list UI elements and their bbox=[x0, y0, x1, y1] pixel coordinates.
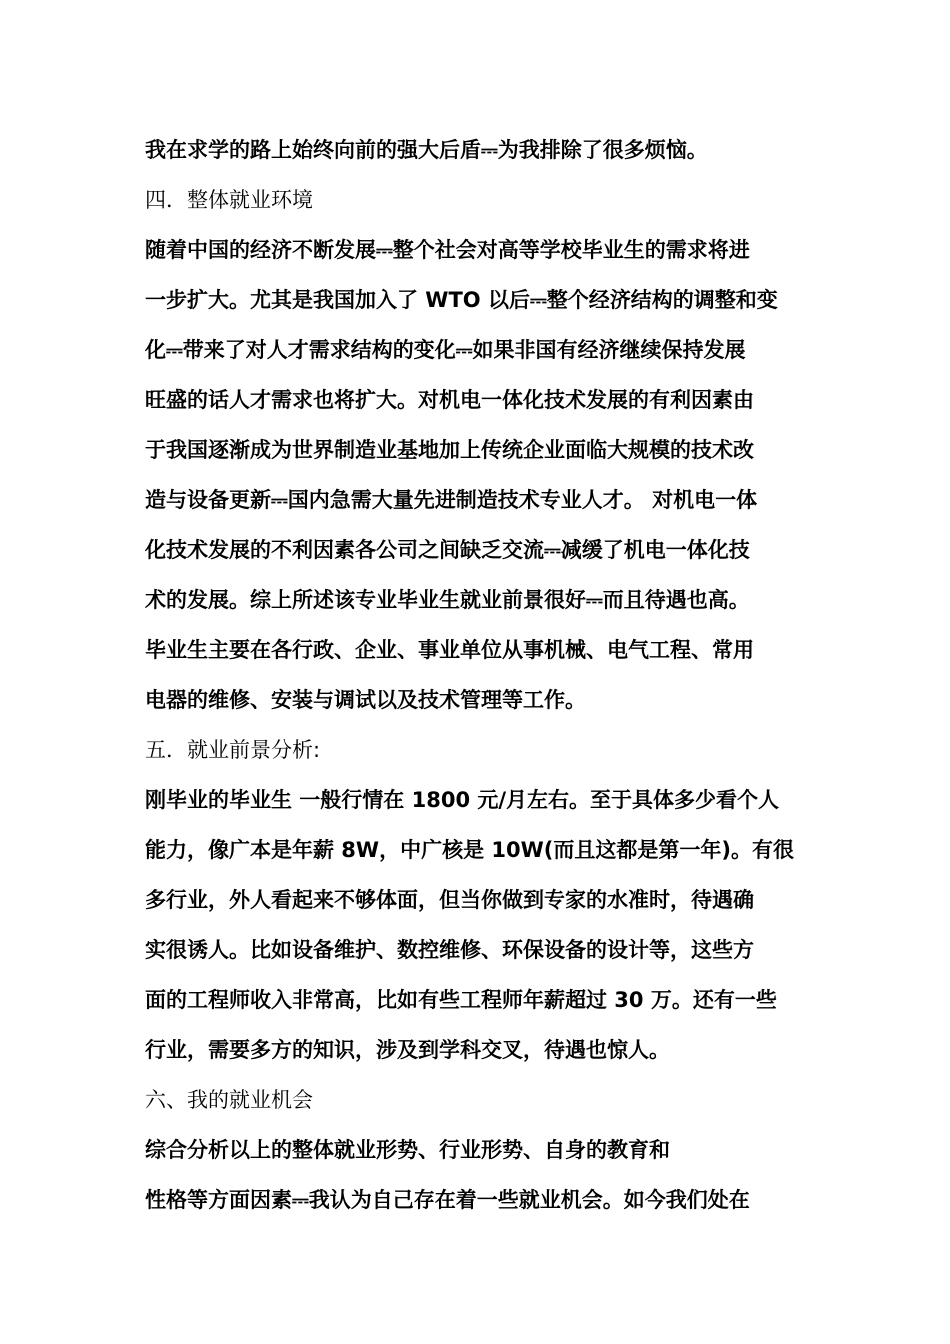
section-heading-6: 六、我的就业机会 bbox=[145, 1088, 313, 1112]
text-line: 综合分析以上的整体就业形势、行业形势、自身的教育和 bbox=[145, 1138, 670, 1162]
text-line: 化⎓带来了对人才需求结构的变化⎓如果非国有经济继续保持发展 bbox=[145, 338, 746, 362]
text-line: 一步扩大。尤其是我国加入了 WTO 以后⎓整个经济结构的调整和变 bbox=[145, 288, 778, 312]
text-line: 多行业，外人看起来不够体面，但当你做到专家的水准时，待遇确 bbox=[145, 888, 754, 912]
text-line: 我在求学的路上始终向前的强大后盾⎓为我排除了很多烦恼。 bbox=[145, 138, 708, 162]
text-line: 实很诱人。比如设备维护、数控维修、环保设备的设计等，这些方 bbox=[145, 938, 754, 962]
text-line: 性格等方面因素⎓我认为自己存在着一些就业机会。如今我们处在 bbox=[145, 1188, 750, 1212]
text-line: 面的工程师收入非常高，比如有些工程师年薪超过 30 万。还有一些 bbox=[145, 988, 777, 1012]
text-line: 于我国逐渐成为世界制造业基地加上传统企业面临大规模的技术改 bbox=[145, 438, 754, 462]
text-line: 行业，需要多方的知识，涉及到学科交叉，待遇也惊人。 bbox=[145, 1038, 670, 1062]
text-line: 随着中国的经济不断发展⎓整个社会对高等学校毕业生的需求将进 bbox=[145, 238, 750, 262]
text-line: 化技术发展的不利因素各公司之间缺乏交流⎓减缓了机电一体化技 bbox=[145, 538, 750, 562]
text-line: 造与设备更新⎓国内急需大量先进制造技术专业人才。 对机电一体 bbox=[145, 488, 758, 512]
section-heading-4: 四．整体就业环境 bbox=[145, 188, 313, 212]
text-line: 术的发展。综上所述该专业毕业生就业前景很好⎓而且待遇也高。 bbox=[145, 588, 750, 612]
text-line: 能力，像广本是年薪 8W，中广核是 10W(而且这都是第一年)。有很 bbox=[145, 838, 794, 862]
text-line: 电器的维修、安装与调试以及技术管理等工作。 bbox=[145, 688, 586, 712]
text-line: 毕业生主要在各行政、企业、事业单位从事机械、电气工程、常用 bbox=[145, 638, 754, 662]
section-heading-5: 五．就业前景分析: bbox=[145, 738, 321, 762]
text-line: 旺盛的话人才需求也将扩大。对机电一体化技术发展的有利因素由 bbox=[145, 388, 754, 412]
text-line: 刚毕业的毕业生 一般行情在 1800 元/月左右。至于具体多少看个人 bbox=[145, 788, 780, 812]
